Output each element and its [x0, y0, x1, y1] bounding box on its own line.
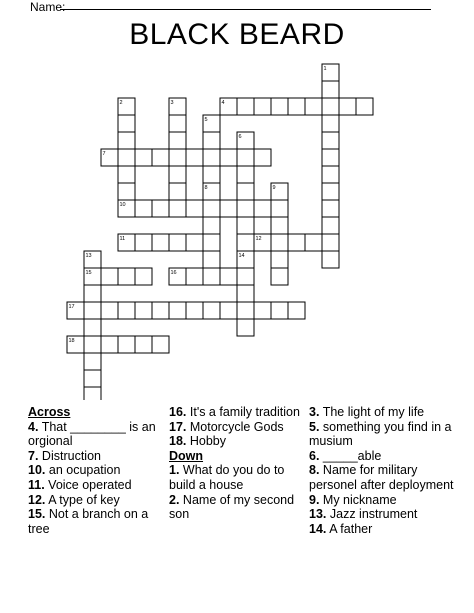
clue-down-14: 14. A father	[309, 521, 373, 536]
grid-cell[interactable]	[186, 234, 203, 251]
clue-down-2: 2. Name of my second son	[169, 492, 295, 522]
grid-cell[interactable]	[135, 234, 152, 251]
grid-cell[interactable]	[101, 268, 118, 285]
grid-cell[interactable]	[169, 132, 186, 149]
grid-cell[interactable]	[152, 302, 169, 319]
grid-cell[interactable]	[322, 251, 339, 268]
grid-cell[interactable]	[203, 132, 220, 149]
grid-cell[interactable]	[322, 234, 339, 251]
clue-across-11: 11. Voice operated	[28, 477, 132, 492]
clue-number: 16	[170, 270, 177, 276]
grid-cell[interactable]	[203, 149, 220, 166]
grid-cell[interactable]	[152, 149, 169, 166]
grid-cell[interactable]	[288, 98, 305, 115]
grid-cell[interactable]	[237, 200, 254, 217]
clue-column-2	[169, 405, 309, 522]
grid-cell[interactable]	[84, 285, 101, 302]
clue-down-13: 13. Jazz instrument	[309, 507, 418, 522]
clue-number: 14	[238, 253, 245, 259]
grid-cell[interactable]	[118, 166, 135, 183]
grid-cell[interactable]	[152, 200, 169, 217]
grid-cell[interactable]	[271, 268, 288, 285]
grid-cell[interactable]	[118, 336, 135, 353]
grid-cell[interactable]	[339, 98, 356, 115]
grid-cell[interactable]	[288, 302, 305, 319]
clue-number: 2	[119, 100, 123, 106]
grid-cell[interactable]	[271, 200, 288, 217]
grid-cell[interactable]	[254, 200, 271, 217]
clue-number: 3	[170, 100, 174, 106]
grid-cell[interactable]	[101, 302, 118, 319]
grid-cell[interactable]	[135, 336, 152, 353]
clue-number: 8	[204, 185, 208, 191]
grid-cell[interactable]	[237, 268, 254, 285]
grid-cell[interactable]	[271, 234, 288, 251]
grid-cell[interactable]	[186, 149, 203, 166]
grid-cell[interactable]	[118, 183, 135, 200]
grid-cell[interactable]	[203, 166, 220, 183]
grid-cell[interactable]	[169, 200, 186, 217]
grid-cell[interactable]	[203, 251, 220, 268]
across-heading: Across	[28, 405, 71, 419]
grid-cell[interactable]	[169, 166, 186, 183]
grid-cell[interactable]	[186, 302, 203, 319]
grid-cell[interactable]	[271, 98, 288, 115]
clue-down-8: 8. Name for military personel after deployment	[309, 463, 454, 492]
grid-cell[interactable]	[135, 200, 152, 217]
grid-cell[interactable]	[254, 98, 271, 115]
grid-cell[interactable]	[135, 268, 152, 285]
grid-cell[interactable]	[271, 302, 288, 319]
clue-across-7: 7. Distruction	[28, 448, 101, 463]
grid-cell[interactable]	[186, 200, 203, 217]
grid-cell[interactable]	[203, 268, 220, 285]
clue-number: 1	[323, 66, 327, 72]
grid-cell[interactable]	[254, 149, 271, 166]
grid-cell[interactable]	[118, 115, 135, 132]
grid-cell[interactable]	[305, 234, 322, 251]
clue-across-17: 17. Motorcycle Gods	[169, 419, 284, 434]
grid-cell[interactable]	[152, 336, 169, 353]
clue-number: 9	[272, 185, 276, 191]
clue-number: 13	[85, 253, 92, 259]
grid-cell[interactable]	[203, 200, 220, 217]
grid-cell[interactable]	[322, 115, 339, 132]
grid-cell[interactable]	[356, 98, 373, 115]
grid-cell[interactable]	[152, 234, 169, 251]
clue-across-12: 12. A type of key	[28, 492, 120, 507]
grid-cell[interactable]	[186, 268, 203, 285]
grid-cell[interactable]	[237, 149, 254, 166]
clue-down-6: 6. _____able	[309, 448, 382, 463]
grid-cell[interactable]	[220, 200, 237, 217]
clue-number: 4	[221, 100, 225, 106]
grid-cell[interactable]	[237, 234, 254, 251]
clue-down-1: 1. What do you do to build a house	[169, 463, 285, 492]
clue-number: 5	[204, 117, 208, 123]
grid-cell[interactable]	[237, 98, 254, 115]
grid-cell[interactable]	[118, 302, 135, 319]
grid-cell[interactable]	[322, 200, 339, 217]
grid-cell[interactable]	[322, 166, 339, 183]
grid-cell[interactable]	[84, 336, 101, 353]
clue-number: 6	[238, 134, 242, 140]
grid-cell[interactable]	[237, 183, 254, 200]
grid-cell[interactable]	[322, 132, 339, 149]
grid-cell[interactable]	[322, 98, 339, 115]
grid-cell[interactable]	[118, 149, 135, 166]
clue-number: 17	[68, 304, 75, 310]
grid-cell[interactable]	[84, 370, 101, 387]
clue-down-5: 5. something you find in a musium	[309, 419, 452, 449]
grid-cell[interactable]	[220, 149, 237, 166]
grid-cell[interactable]	[84, 353, 101, 370]
grid-cell[interactable]	[305, 98, 322, 115]
clue-number: 15	[85, 270, 92, 276]
name-label: Name:	[30, 0, 66, 14]
grid-cell[interactable]	[169, 302, 186, 319]
grid-cell[interactable]	[237, 302, 254, 319]
grid-cell[interactable]	[237, 217, 254, 234]
grid-cell[interactable]	[118, 132, 135, 149]
grid-cell[interactable]	[169, 183, 186, 200]
clue-down-3: 3. The light of my life	[309, 405, 425, 419]
grid-cell[interactable]	[322, 183, 339, 200]
grid-cell[interactable]	[118, 268, 135, 285]
grid-cell[interactable]	[135, 302, 152, 319]
grid-cell[interactable]	[322, 149, 339, 166]
grid-cell[interactable]	[254, 302, 271, 319]
clue-across-18: 18. Hobby	[169, 434, 227, 449]
grid-cell[interactable]	[135, 149, 152, 166]
clue-column-3	[309, 405, 459, 536]
grid-cell[interactable]	[169, 234, 186, 251]
grid-cell[interactable]	[169, 115, 186, 132]
grid-cell[interactable]	[271, 217, 288, 234]
clue-column-1	[28, 405, 160, 536]
grid-cell[interactable]	[84, 302, 101, 319]
grid-cell[interactable]	[322, 81, 339, 98]
clue-number: 11	[119, 236, 126, 242]
grid-cell[interactable]	[220, 268, 237, 285]
clue-number: 18	[68, 338, 75, 344]
grid-cell[interactable]	[203, 234, 220, 251]
grid-cell[interactable]	[203, 217, 220, 234]
grid-cell[interactable]	[169, 149, 186, 166]
grid-cell[interactable]	[237, 285, 254, 302]
clue-across-10: 10. an ocupation	[28, 463, 121, 478]
grid-cell[interactable]	[288, 234, 305, 251]
grid-cell[interactable]	[203, 302, 220, 319]
clue-down-9: 9. My nickname	[309, 492, 397, 507]
down-heading: Down	[169, 448, 204, 463]
grid-cell[interactable]	[271, 251, 288, 268]
grid-cell[interactable]	[237, 319, 254, 336]
grid-cell[interactable]	[220, 302, 237, 319]
clue-number: 7	[102, 151, 106, 157]
grid-cell[interactable]	[84, 387, 101, 400]
clue-across-4: 4. That ________ is an orgional	[28, 419, 156, 449]
grid-cell[interactable]	[101, 336, 118, 353]
grid-cell[interactable]	[322, 217, 339, 234]
clue-number: 12	[255, 236, 262, 242]
clue-across-16: 16. It's a family tradition	[169, 405, 300, 419]
clue-across-15: 15. Not a branch on a tree	[28, 507, 149, 536]
clue-number: 10	[119, 202, 126, 208]
grid-cell[interactable]	[237, 166, 254, 183]
page-title: BLACK BEARD	[129, 18, 345, 51]
grid-cell[interactable]	[84, 319, 101, 336]
